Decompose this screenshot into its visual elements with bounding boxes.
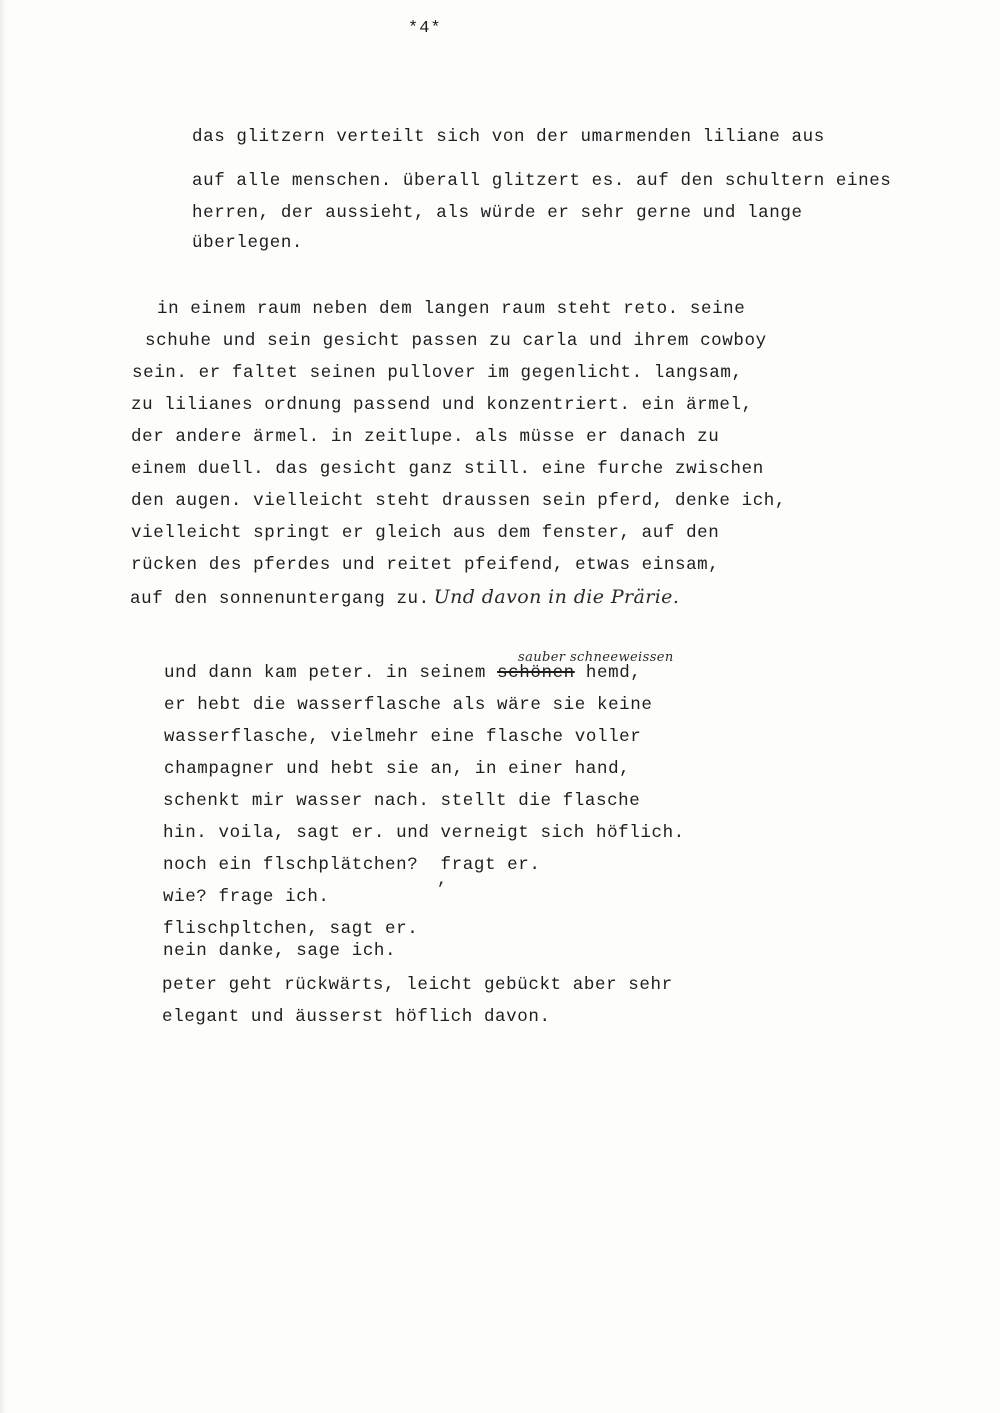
- text-line: elegant und äusserst höflich davon.: [162, 1007, 551, 1027]
- text-line: rücken des pferdes und reitet pfeifend, etwas einsam,: [131, 555, 720, 575]
- text-line: peter geht rückwärts, leicht gebückt aber sehr: [162, 975, 673, 995]
- text-line: er hebt die wasserflasche als wäre sie keine: [164, 695, 653, 715]
- text-line: noch ein flschplätchen? fragt er.: [163, 855, 541, 875]
- text-line: wie? frage ich.: [163, 887, 330, 907]
- text-segment: und dann kam peter. in seinem: [164, 663, 498, 683]
- text-line-with-handwriting: [130, 586, 679, 610]
- stray-mark: ,: [437, 871, 448, 890]
- text-line: den augen. vielleicht steht draussen sein pferd, denke ich,: [131, 491, 787, 511]
- text-line: auf alle menschen. überall glitzert es. auf den schultern eines: [192, 171, 892, 191]
- text-line: einem duell. das gesicht ganz still. eine furche zwischen: [131, 459, 764, 479]
- text-line: in einem raum neben dem langen raum steht reto. seine: [157, 299, 746, 319]
- text-line: sein. er faltet seinen pullover im gegenlicht. langsam,: [132, 363, 743, 383]
- text-line: zu lilianes ordnung passend und konzentriert. ein ärmel,: [131, 395, 753, 415]
- text-line: flischpltchen, sagt er.: [163, 919, 419, 939]
- text-line: hin. voila, sagt er. und verneigt sich höflich.: [163, 823, 685, 843]
- text-line: auf den sonnenuntergang zu.: [130, 589, 430, 609]
- struck-word: schönen: [497, 663, 575, 683]
- text-segment: hemd,: [574, 663, 642, 683]
- text-line: überlegen.: [192, 233, 304, 253]
- text-line: schuhe und sein gesicht passen zu carla und ihrem cowboy: [145, 331, 767, 351]
- text-line: wasserflasche, vielmehr eine flasche voller: [164, 727, 642, 747]
- page-number: *4*: [408, 19, 442, 38]
- text-line: schenkt mir wasser nach. stellt die flasche: [163, 791, 641, 811]
- text-line: der andere ärmel. in zeitlupe. als müsse er danach zu: [131, 427, 720, 447]
- text-line-with-correction: [164, 662, 641, 684]
- handwritten-insertion: sauber schneeweissen: [518, 650, 674, 665]
- text-line: champagner und hebt sie an, in einer hand,: [164, 759, 631, 779]
- scan-shadow: [0, 0, 6, 1413]
- handwritten-addition: Und davon in die Prärie.: [433, 586, 680, 608]
- text-line: nein danke, sage ich.: [163, 941, 397, 961]
- text-line: das glitzern verteilt sich von der umarmenden liliane aus: [192, 127, 825, 147]
- text-line: vielleicht springt er gleich aus dem fenster, auf den: [131, 523, 720, 543]
- text-line: herren, der aussieht, als würde er sehr gerne und lange: [192, 203, 803, 223]
